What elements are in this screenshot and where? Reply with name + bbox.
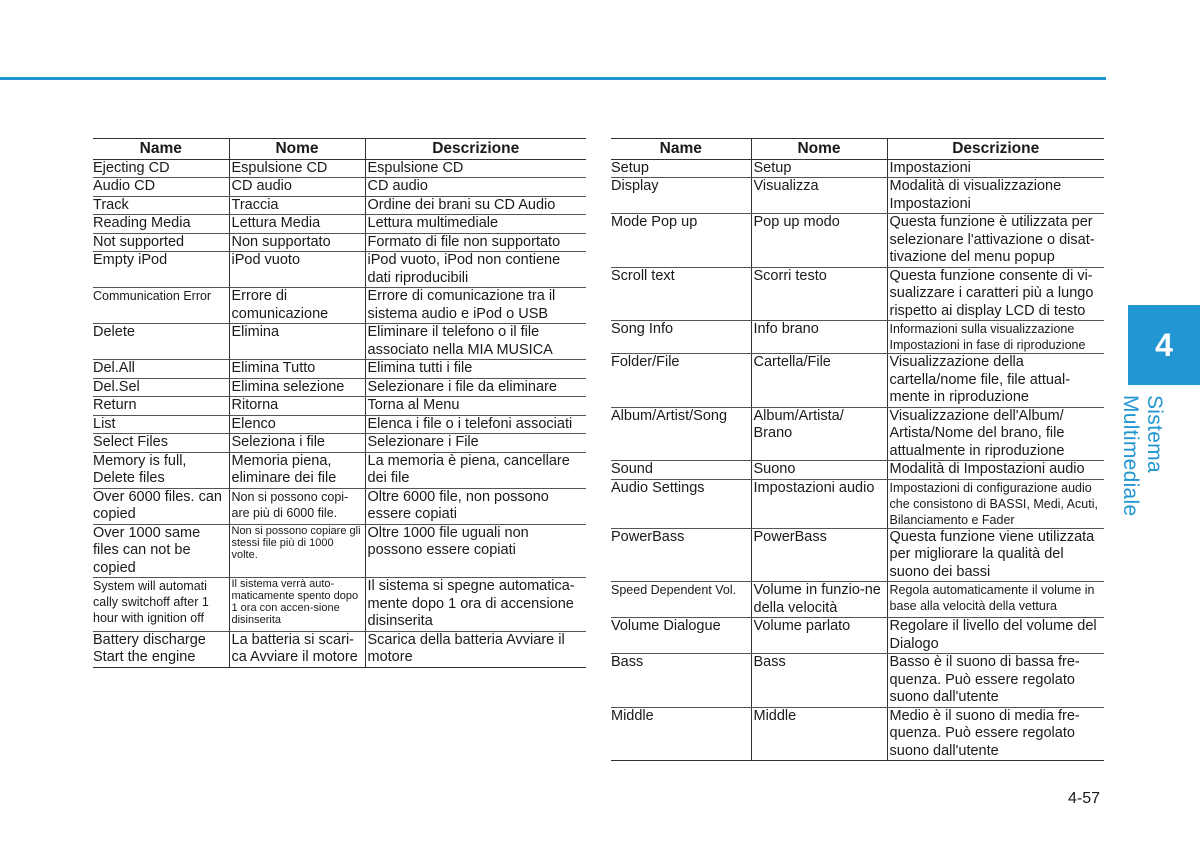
name-cell: System will automati cally switchoff after 1 hour with ignition off: [93, 578, 229, 632]
nome-cell: Scorri testo: [751, 267, 887, 321]
name-cell: Track: [93, 196, 229, 215]
table-row: [611, 214, 1104, 268]
column-header-descrizione: Descrizione: [887, 139, 1104, 160]
table-row: [611, 178, 1104, 214]
message-table-left: [93, 138, 586, 668]
table-row: [611, 267, 1104, 321]
nome-cell: Bass: [751, 654, 887, 708]
descrizione-cell: Modalità di Impostazioni audio: [887, 461, 1104, 480]
table-row: [611, 654, 1104, 708]
name-cell: Delete: [93, 324, 229, 360]
descrizione-cell: Ordine dei brani su CD Audio: [365, 196, 586, 215]
name-cell: Mode Pop up: [611, 214, 751, 268]
descrizione-cell: Informazioni sulla visualizzazione Impostazioni in fase di riproduzione: [887, 321, 1104, 354]
message-table-right: [611, 138, 1104, 761]
table-row: [93, 196, 586, 215]
nome-cell: Middle: [751, 707, 887, 761]
name-cell: Volume Dialogue: [611, 618, 751, 654]
name-cell: Song Info: [611, 321, 751, 354]
descrizione-cell: Elimina tutti i file: [365, 360, 586, 379]
descrizione-cell: Scarica della batteria Avviare il motore: [365, 631, 586, 667]
name-cell: Album/Artist/Song: [611, 407, 751, 461]
nome-cell: Volume parlato: [751, 618, 887, 654]
name-cell: List: [93, 415, 229, 434]
descrizione-cell: La memoria è piena, cancellare dei file: [365, 452, 586, 488]
table-row: [93, 378, 586, 397]
descrizione-cell: Visualizzazione dell'Album/ Artista/Nome del brano, file attualmente in riproduzione: [887, 407, 1104, 461]
table-row: [611, 159, 1104, 178]
table-row: [611, 582, 1104, 618]
descrizione-cell: Selezionare i file da eliminare: [365, 378, 586, 397]
nome-cell: Pop up modo: [751, 214, 887, 268]
column-header-nome: Nome: [229, 139, 365, 160]
descrizione-cell: Impostazioni di configurazione audio che consistono di BASSI, Medi, Acuti, Bilanciamento e Fader: [887, 479, 1104, 528]
nome-cell: Elimina selezione: [229, 378, 365, 397]
nome-cell: iPod vuoto: [229, 252, 365, 288]
column-header-nome: Nome: [751, 139, 887, 160]
name-cell: Battery discharge Start the engine: [93, 631, 229, 667]
column-header-descrizione: Descrizione: [365, 139, 586, 160]
nome-cell: Traccia: [229, 196, 365, 215]
descrizione-cell: Torna al Menu: [365, 397, 586, 416]
column-header-name: Name: [93, 139, 229, 160]
nome-cell: Cartella/File: [751, 354, 887, 408]
name-cell: Del.All: [93, 360, 229, 379]
table-row: [93, 233, 586, 252]
nome-cell: La batteria si scari-ca Avviare il motore: [229, 631, 365, 667]
table-row: [93, 578, 586, 632]
table-row: [93, 415, 586, 434]
nome-cell: Non si possono copi-are più di 6000 file.: [229, 488, 365, 524]
name-cell: Audio Settings: [611, 479, 751, 528]
table-row: [611, 707, 1104, 761]
table-row: [93, 397, 586, 416]
table-row: [93, 178, 586, 197]
name-cell: PowerBass: [611, 528, 751, 582]
nome-cell: Il sistema verrà auto-maticamente spento dopo 1 ora con accen-sione disinserita: [229, 578, 365, 632]
table-row: [93, 288, 586, 324]
nome-cell: CD audio: [229, 178, 365, 197]
table-header-row: [93, 139, 586, 160]
name-cell: Reading Media: [93, 215, 229, 234]
name-cell: Speed Dependent Vol.: [611, 582, 751, 618]
descrizione-cell: Elenca i file o i telefoni associati: [365, 415, 586, 434]
nome-cell: PowerBass: [751, 528, 887, 582]
nome-cell: Non supportato: [229, 233, 365, 252]
nome-cell: Visualizza: [751, 178, 887, 214]
descrizione-cell: Selezionare i File: [365, 434, 586, 453]
name-cell: Display: [611, 178, 751, 214]
name-cell: Empty iPod: [93, 252, 229, 288]
nome-cell: Info brano: [751, 321, 887, 354]
descrizione-cell: Lettura multimediale: [365, 215, 586, 234]
table-row: [611, 528, 1104, 582]
nome-cell: Non si possono copiare gli stessi file più di 1000 volte.: [229, 524, 365, 578]
name-cell: Audio CD: [93, 178, 229, 197]
descrizione-cell: Espulsione CD: [365, 159, 586, 178]
name-cell: Select Files: [93, 434, 229, 453]
nome-cell: Elimina: [229, 324, 365, 360]
name-cell: Folder/File: [611, 354, 751, 408]
descrizione-cell: Modalità di visualizzazione Impostazioni: [887, 178, 1104, 214]
table-row: [93, 252, 586, 288]
chapter-title: Sistema Multimediale: [1119, 395, 1166, 517]
name-cell: Bass: [611, 654, 751, 708]
table-row: [611, 461, 1104, 480]
table-header-row: [611, 139, 1104, 160]
descrizione-cell: Regolare il livello del volume del Dialogo: [887, 618, 1104, 654]
nome-cell: Suono: [751, 461, 887, 480]
top-rule: [0, 77, 1106, 80]
table-row: [93, 524, 586, 578]
descrizione-cell: Errore di comunicazione tra il sistema audio e iPod o USB: [365, 288, 586, 324]
table-row: [93, 631, 586, 667]
name-cell: Over 1000 same files can not be copied: [93, 524, 229, 578]
nome-cell: Ritorna: [229, 397, 365, 416]
descrizione-cell: Oltre 6000 file, non possono essere copiati: [365, 488, 586, 524]
name-cell: Scroll text: [611, 267, 751, 321]
descrizione-cell: Questa funzione viene utilizzata per migliorare la qualità del suono dei bassi: [887, 528, 1104, 582]
nome-cell: Impostazioni audio: [751, 479, 887, 528]
page-number: 4-57: [1068, 790, 1101, 807]
table-row: [611, 618, 1104, 654]
name-cell: Middle: [611, 707, 751, 761]
table-row: [93, 324, 586, 360]
descrizione-cell: Questa funzione consente di vi-sualizzare i caratteri più a lungo rispetto ai display LCD di testo: [887, 267, 1104, 321]
nome-cell: Volume in funzio-ne della velocità: [751, 582, 887, 618]
descrizione-cell: Il sistema si spegne automatica-mente dopo 1 ora di accensione disinserita: [365, 578, 586, 632]
name-cell: Ejecting CD: [93, 159, 229, 178]
nome-cell: Elimina Tutto: [229, 360, 365, 379]
column-header-name: Name: [611, 139, 751, 160]
table-row: [93, 159, 586, 178]
name-cell: Sound: [611, 461, 751, 480]
table-row: [611, 407, 1104, 461]
table-row: [93, 452, 586, 488]
nome-cell: Seleziona i file: [229, 434, 365, 453]
name-cell: Communication Error: [93, 288, 229, 324]
descrizione-cell: CD audio: [365, 178, 586, 197]
nome-cell: Errore di comunicazione: [229, 288, 365, 324]
chapter-number-tab[interactable]: 4: [1128, 305, 1200, 385]
table-row: [611, 354, 1104, 408]
nome-cell: Espulsione CD: [229, 159, 365, 178]
table-row: [611, 479, 1104, 528]
descrizione-cell: Impostazioni: [887, 159, 1104, 178]
descrizione-cell: Medio è il suono di media fre-quenza. Può essere regolato suono dall'utente: [887, 707, 1104, 761]
nome-cell: Lettura Media: [229, 215, 365, 234]
nome-cell: Memoria piena, eliminare dei file: [229, 452, 365, 488]
descrizione-cell: Regola automaticamente il volume in base alla velocità della vettura: [887, 582, 1104, 618]
descrizione-cell: Questa funzione è utilizzata per selezionare l'attivazione o disat-tivazione del menu popup: [887, 214, 1104, 268]
table-row: [93, 434, 586, 453]
name-cell: Over 6000 files. can copied: [93, 488, 229, 524]
table-row: [611, 321, 1104, 354]
name-cell: Not supported: [93, 233, 229, 252]
descrizione-cell: Oltre 1000 file uguali non possono essere copiati: [365, 524, 586, 578]
name-cell: Del.Sel: [93, 378, 229, 397]
name-cell: Setup: [611, 159, 751, 178]
nome-cell: Setup: [751, 159, 887, 178]
descrizione-cell: Formato di file non supportato: [365, 233, 586, 252]
name-cell: Memory is full, Delete files: [93, 452, 229, 488]
table-row: [93, 215, 586, 234]
nome-cell: Elenco: [229, 415, 365, 434]
descrizione-cell: Eliminare il telefono o il file associato nella MIA MUSICA: [365, 324, 586, 360]
descrizione-cell: Basso è il suono di bassa fre-quenza. Può essere regolato suono dall'utente: [887, 654, 1104, 708]
descrizione-cell: iPod vuoto, iPod non contiene dati riproducibili: [365, 252, 586, 288]
nome-cell: Album/Artista/ Brano: [751, 407, 887, 461]
table-row: [93, 488, 586, 524]
table-row: [93, 360, 586, 379]
name-cell: Return: [93, 397, 229, 416]
descrizione-cell: Visualizzazione della cartella/nome file, file attual-mente in riproduzione: [887, 354, 1104, 408]
